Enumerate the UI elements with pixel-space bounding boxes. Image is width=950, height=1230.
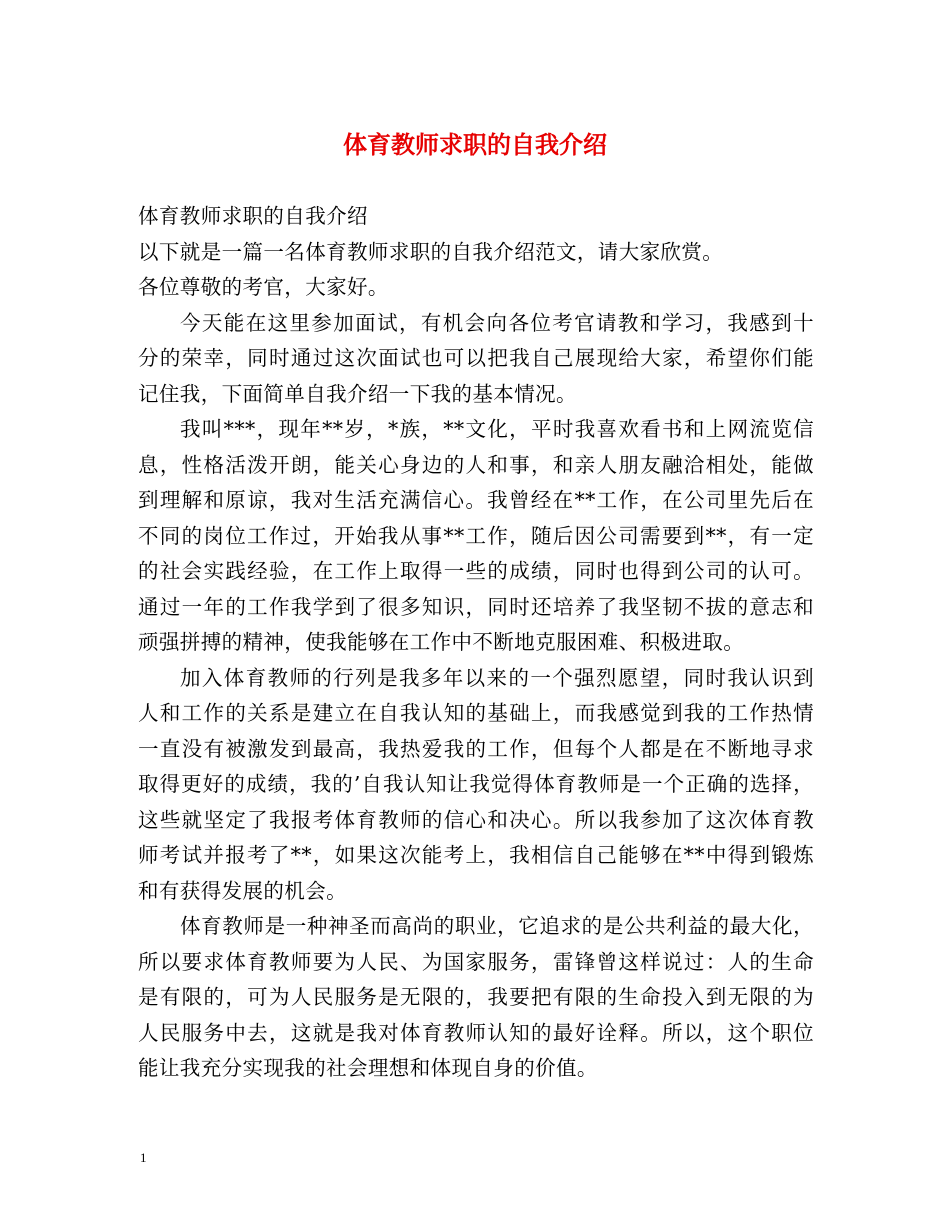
document-body (138, 199, 814, 1087)
text-line: 体育教师是一种神圣而高尚的职业，它追求的是公共利益的最大化， (180, 914, 814, 938)
text-line: 一直没有被激发到最高，我热爱我的工作，但每个人都是在不断地寻求 (138, 736, 814, 761)
text-line: 不同的岗位工作过，开始我从事**工作，随后因公司需要到**，有一定 (138, 523, 814, 548)
document-title: 体育教师求职的自我介绍 (343, 131, 607, 159)
text-line: 记住我，下面简单自我介绍一下我的基本情况。 (138, 381, 577, 406)
text-line: 取得更好的成绩，我的’自我认知让我觉得体育教师是一个正确的选择， (138, 772, 814, 796)
text-line: 这些就坚定了我报考体育教师的信心和决心。所以我参加了这次体育教 (138, 807, 814, 832)
text-line: 今天能在这里参加面试，有机会向各位考官请教和学习，我感到十 (180, 310, 814, 335)
text-line: 到理解和原谅，我对生活充满信心。我曾经在**工作，在公司里先后在 (138, 488, 814, 512)
text-line: 师考试并报考了**，如果这次能考上，我相信自己能够在**中得到锻炼 (138, 843, 814, 867)
text-line: 分的荣幸，同时通过这次面试也可以把我自己展现给大家，希望你们能 (138, 346, 814, 370)
text-line: 是有限的，可为人民服务是无限的，我要把有限的生命投入到无限的为 (138, 985, 814, 1009)
text-line: 体育教师求职的自我介绍 (138, 204, 368, 228)
text-line: 息，性格活泼开朗，能关心身边的人和事，和亲人朋友融洽相处，能做 (138, 452, 814, 477)
text-line: 和有获得发展的机会。 (138, 878, 347, 903)
text-line: 的社会实践经验，在工作上取得一些的成绩，同时也得到公司的认可。 (138, 559, 814, 583)
text-line: 各位尊敬的考官，大家好。 (138, 275, 389, 299)
page-number: 1 (140, 1150, 147, 1165)
text-line: 以下就是一篇一名体育教师求职的自我介绍范文，请大家欣赏。 (138, 239, 724, 264)
text-line: 人民服务中去，这就是我对体育教师认知的最好诠释。所以，这个职位 (138, 1020, 814, 1045)
text-line: 通过一年的工作我学到了很多知识，同时还培养了我坚韧不拔的意志和 (138, 594, 814, 619)
text-line: 加入体育教师的行列是我多年以来的一个强烈愿望，同时我认识到 (180, 665, 814, 690)
text-line: 所以要求体育教师要为人民、为国家服务，雷锋曾这样说过：人的生命 (138, 949, 814, 974)
text-line: 能让我充分实现我的社会理想和体现自身的价值。 (138, 1056, 598, 1080)
text-line: 人和工作的关系是建立在自我认知的基础上，而我感觉到我的工作热情 (138, 701, 814, 725)
text-line: 我叫***，现年**岁，*族，**文化，平时我喜欢看书和上网流览信 (180, 417, 814, 441)
text-line: 顽强拼搏的精神，使我能够在工作中不断地克服困难、积极进取。 (138, 630, 745, 654)
